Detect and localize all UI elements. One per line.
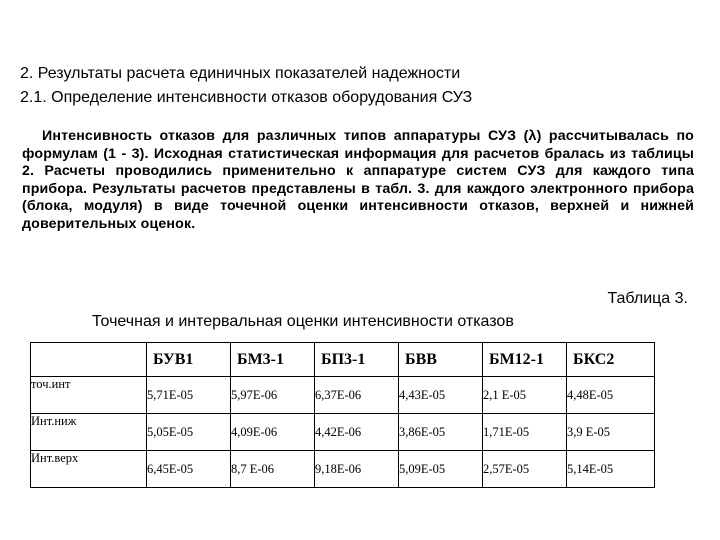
table-cell: 6,37E-06	[315, 377, 399, 414]
table-row	[31, 377, 655, 414]
table-cell: 8,7 E-06	[231, 451, 315, 488]
table-cell: 5,09E-05	[399, 451, 483, 488]
table-cell: 3,9 E-05	[567, 414, 655, 451]
row-label: точ.инт	[31, 377, 147, 414]
table-cell: 5,71E-05	[147, 377, 231, 414]
table-row	[31, 451, 655, 488]
column-header: БП3-1	[315, 343, 399, 377]
table-cell: 4,09E-06	[231, 414, 315, 451]
table-number: Таблица 3.	[607, 290, 688, 307]
table-cell: 9,18E-06	[315, 451, 399, 488]
table-cell: 2,1 E-05	[483, 377, 567, 414]
table-row	[31, 414, 655, 451]
table-cell: 4,43E-05	[399, 377, 483, 414]
table-cell: 1,71E-05	[483, 414, 567, 451]
table-cell: 3,86E-05	[399, 414, 483, 451]
table-cell: 5,05E-05	[147, 414, 231, 451]
subsection-heading: 2.1. Определение интенсивности отказов оборудования СУЗ	[20, 89, 473, 106]
row-label: Инт.верх	[31, 451, 147, 488]
column-header: БВВ	[399, 343, 483, 377]
table-cell: 6,45E-05	[147, 451, 231, 488]
table-cell: 2,57E-05	[483, 451, 567, 488]
table-title: Точечная и интервальная оценки интенсивности отказов	[92, 313, 514, 330]
column-header: БКС2	[567, 343, 655, 377]
row-label: Инт.ниж	[31, 414, 147, 451]
table-cell: 5,97E-06	[231, 377, 315, 414]
table-cell: 4,48E-05	[567, 377, 655, 414]
column-header: БУВ1	[147, 343, 231, 377]
table-corner-cell	[31, 343, 147, 377]
table-cell: 5,14E-05	[567, 451, 655, 488]
column-header: БМ12-1	[483, 343, 567, 377]
body-paragraph: Интенсивность отказов для различных типов аппаратуры СУЗ (λ) рассчитывалась по формулам (1 - 3). Исходная статистическая информация для расчетов бралась из таблицы 2. Расчеты проводились применительно к аппаратуре систем СУЗ для каждого типа прибора. Результаты расчетов представлены в табл. 3. для каждого электронного прибора (блока, модуля) в виде точечной оценки интенсивности отказов, верхней и нижней доверительных оценок.	[22, 128, 694, 232]
column-header: БМ3-1	[231, 343, 315, 377]
section-heading: 2. Результаты расчета единичных показателей надежности	[20, 65, 461, 82]
table-cell: 4,42E-06	[315, 414, 399, 451]
table-header-row	[31, 343, 655, 377]
reliability-table	[30, 342, 655, 488]
